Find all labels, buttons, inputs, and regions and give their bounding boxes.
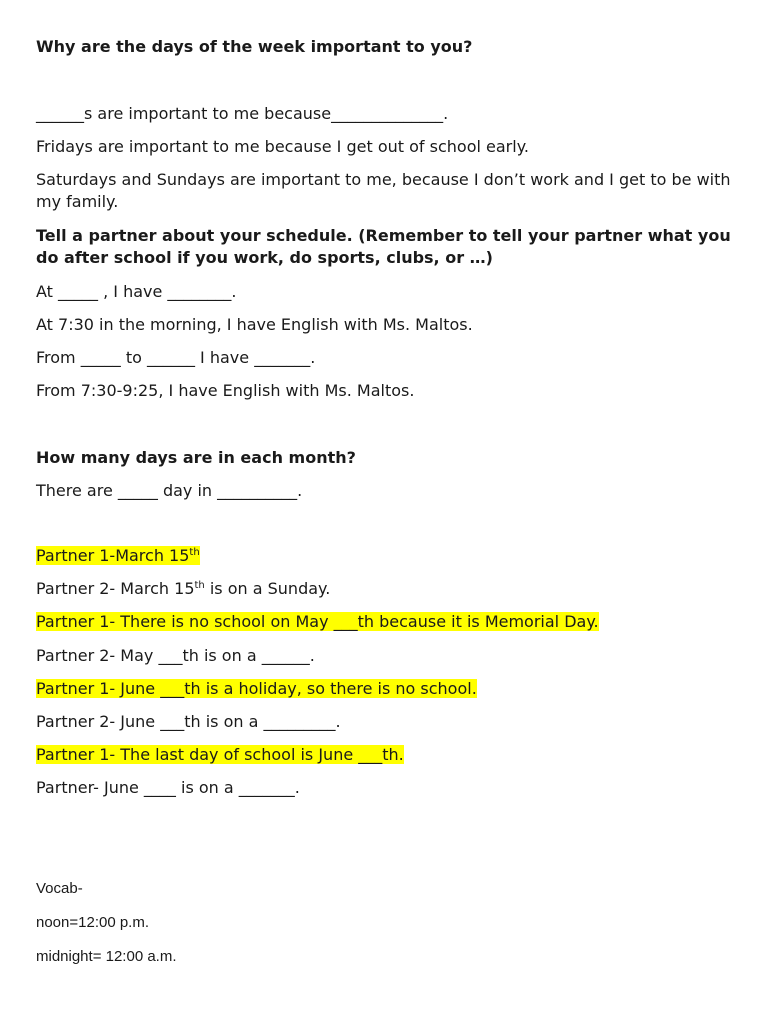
dialogue-line-8: Partner- June ____ is on a _______. [36, 778, 300, 797]
from-fill-in-template: From _____ to ______ I have _______. [36, 348, 316, 367]
heading-days-of-week: Why are the days of the week important to you? [36, 37, 473, 56]
dialogue-line-4: Partner 2- May ___th is on a ______. [36, 646, 315, 665]
month-fill-in-template: There are _____ day in __________. [36, 481, 303, 500]
from-example: From 7:30-9:25, I have English with Ms. Maltos. [36, 381, 415, 400]
dialogue-line-7-text: Partner 1- The last day of school is June ___th. [36, 745, 404, 764]
at-example: At 7:30 in the morning, I have English with Ms. Maltos. [36, 315, 473, 334]
days-example-friday: Fridays are important to me because I get out of school early. [36, 137, 529, 156]
dialogue-line-2-superscript: th [194, 580, 205, 591]
heading-schedule: Tell a partner about your schedule. (Remember to tell your partner what you do after school if you work, do sports, clubs, or …) [36, 226, 731, 267]
days-fill-in-template: ______s are important to me because______________. [36, 104, 449, 123]
dialogue-line-5 [36, 678, 477, 700]
dialogue-line-2-text: Partner 2- March 15 [36, 579, 195, 598]
dialogue-line-7 [36, 744, 404, 766]
dialogue-line-3-text: Partner 1- There is no school on May ___th because it is Memorial Day. [36, 612, 599, 631]
vocab-title: Vocab- [36, 880, 83, 897]
days-example-weekend: Saturdays and Sundays are important to me, because I don’t work and I get to be with my family. [36, 170, 731, 211]
dialogue-line-1-text: Partner 1-March 15 [36, 546, 190, 565]
dialogue-line-2 [36, 578, 330, 600]
vocab-noon: noon=12:00 p.m. [36, 914, 150, 931]
dialogue-line-1-superscript: th [189, 547, 200, 558]
dialogue-line-6: Partner 2- June ___th is on a _________. [36, 712, 341, 731]
vocab-midnight: midnight= 12:00 a.m. [36, 948, 177, 965]
at-fill-in-template: At _____ , I have ________. [36, 282, 237, 301]
dialogue-line-2-rest: is on a Sunday. [204, 579, 331, 598]
heading-days-in-month: How many days are in each month? [36, 448, 356, 467]
dialogue-line-5-text: Partner 1- June ___th is a holiday, so there is no school. [36, 679, 477, 698]
dialogue-line-3 [36, 611, 599, 633]
dialogue-line-1 [36, 545, 200, 567]
